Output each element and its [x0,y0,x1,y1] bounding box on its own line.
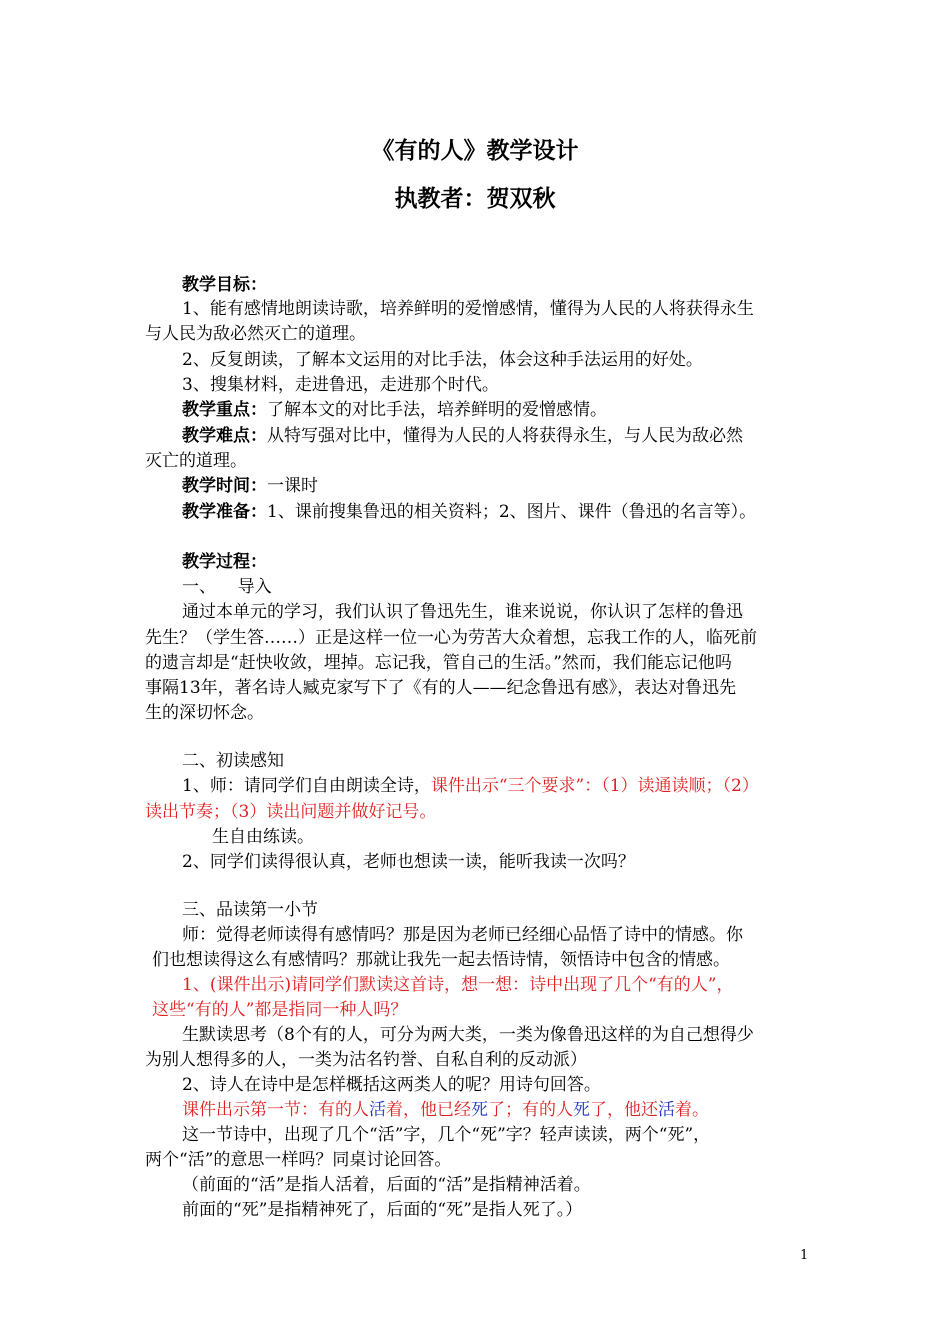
key-point-text: 了解本文的对比手法，培养鲜明的爱憎感情。 [267,400,607,420]
stanza-part-g: 了，他还 [590,1100,658,1120]
section-2-line-3: 生自由练读。 [212,827,314,847]
section-3-heading: 三、品读第一小节 [182,900,318,920]
objective-3: 3、搜集材料，走进鲁迅，走进那个时代。 [182,375,499,395]
preparation-label: 教学准备： [182,502,267,522]
section-1-paragraph-line-4: 事隔13年，著名诗人臧克家写下了《有的人——纪念鲁迅有感》，表达对鲁迅先 [145,678,737,698]
teacher-line: 执教者：贺双秋 [394,185,556,212]
stanza-word-live-2: 活 [658,1100,675,1120]
section-3-line-4: 这些“有的人”都是指同一种人吗？ [152,1000,408,1020]
section-3-line-3: 1、(课件出示)请同学们默读这首诗，想一想：诗中出现了几个“有的人”， [182,975,734,995]
objective-2: 2、反复朗读，了解本文运用的对比手法，体会这种手法运用的好处。 [182,350,703,370]
section-2-line-1-text: 1、师：请同学们自由朗读全诗， [182,776,431,796]
key-point-label: 教学重点： [182,400,267,420]
time-text: 一课时 [267,476,318,496]
stanza-word-live-1: 活 [369,1100,386,1120]
section-3-line-2: 们也想读得这么有感情吗？那就让我先一起去悟诗情，领悟诗中包含的情感。 [152,950,730,970]
stanza-word-die-2: 死 [573,1100,590,1120]
section-3-line-12: 前面的“死”是指精神死了，后面的“死”是指人死了。） [182,1200,583,1220]
document-title: 《有的人》教学设计 [371,137,579,164]
page-number: 1 [800,1248,809,1263]
section-2-line-1 [182,774,759,798]
preparation [182,500,756,524]
section-3-line-5: 生默读思考（8个有的人，可分为两大类，一类为像鲁迅这样的为自己想得少 [182,1025,754,1045]
section-3-line-1: 师：觉得老师读得有感情吗？那是因为老师已经细心品悟了诗中的情感。你 [182,925,743,945]
process-heading: 教学过程： [182,552,267,572]
difficulty-label: 教学难点： [182,426,267,446]
section-3-line-6: 为别人想得多的人，一类为沽名钓誉、自私自利的反动派） [145,1050,587,1070]
time-label: 教学时间： [182,476,267,496]
courseware-stanza-1 [182,1098,709,1122]
section-1-paragraph-line-3: 的遗言却是“赶快收敛，埋掉。忘记我，管自己的生活。”然而，我们能忘记他吗 [145,653,732,673]
section-1-paragraph-line-2: 先生？（学生答……）正是这样一位一心为劳苦大众着想，忘我工作的人，临死前 [145,628,757,648]
stanza-part-i: 着。 [675,1100,709,1120]
section-1-paragraph-line-1: 通过本单元的学习，我们认识了鲁迅先生，谁来说说，你认识了怎样的鲁迅 [182,602,743,622]
stanza-part-a: 课件出示第一节：有的人 [182,1100,369,1120]
courseware-requirements: 课件出示“三个要求”：（1）读通读顺；（2） [430,776,759,796]
section-2-line-2: 读出节奏；（3）读出问题并做好记号。 [145,802,437,822]
section-3-line-11: （前面的“活”是指人活着，后面的“活”是指精神活着。 [182,1175,591,1195]
section-2-heading: 二、初读感知 [182,751,284,771]
objectives-heading: 教学目标： [182,275,267,295]
difficulty-text-line-2: 灭亡的道理。 [145,451,247,471]
key-point [182,398,607,422]
stanza-part-e: 了；有的人 [488,1100,573,1120]
stanza-part-c: 着，他已经 [386,1100,471,1120]
difficulty [182,424,743,448]
preparation-text: 1、课前搜集鲁迅的相关资料；2、图片、课件（鲁迅的名言等）。 [267,502,757,522]
objective-1-line-2: 与人民为敌必然灭亡的道理。 [145,324,366,344]
section-1-paragraph-line-5: 生的深切怀念。 [145,703,264,723]
stanza-word-die-1: 死 [471,1100,488,1120]
section-2-line-4: 2、同学们读得很认真，老师也想读一读，能听我读一次吗？ [182,852,635,872]
section-3-line-9: 这一节诗中，出现了几个“活”字，几个“死”字？轻声读读，两个“死”， [182,1125,711,1145]
time [182,474,318,498]
section-1-heading: 一、 导入 [182,577,272,597]
section-3-line-10: 两个“活”的意思一样吗？同桌讨论回答。 [145,1150,452,1170]
difficulty-text-line-1: 从特写强对比中，懂得为人民的人将获得永生，与人民为敌必然 [267,426,743,446]
section-3-line-7: 2、诗人在诗中是怎样概括这两类人的呢？用诗句回答。 [182,1075,601,1095]
objective-1-line-1: 1、能有感情地朗读诗歌，培养鲜明的爱憎感情，懂得为人民的人将获得永生 [182,299,754,319]
